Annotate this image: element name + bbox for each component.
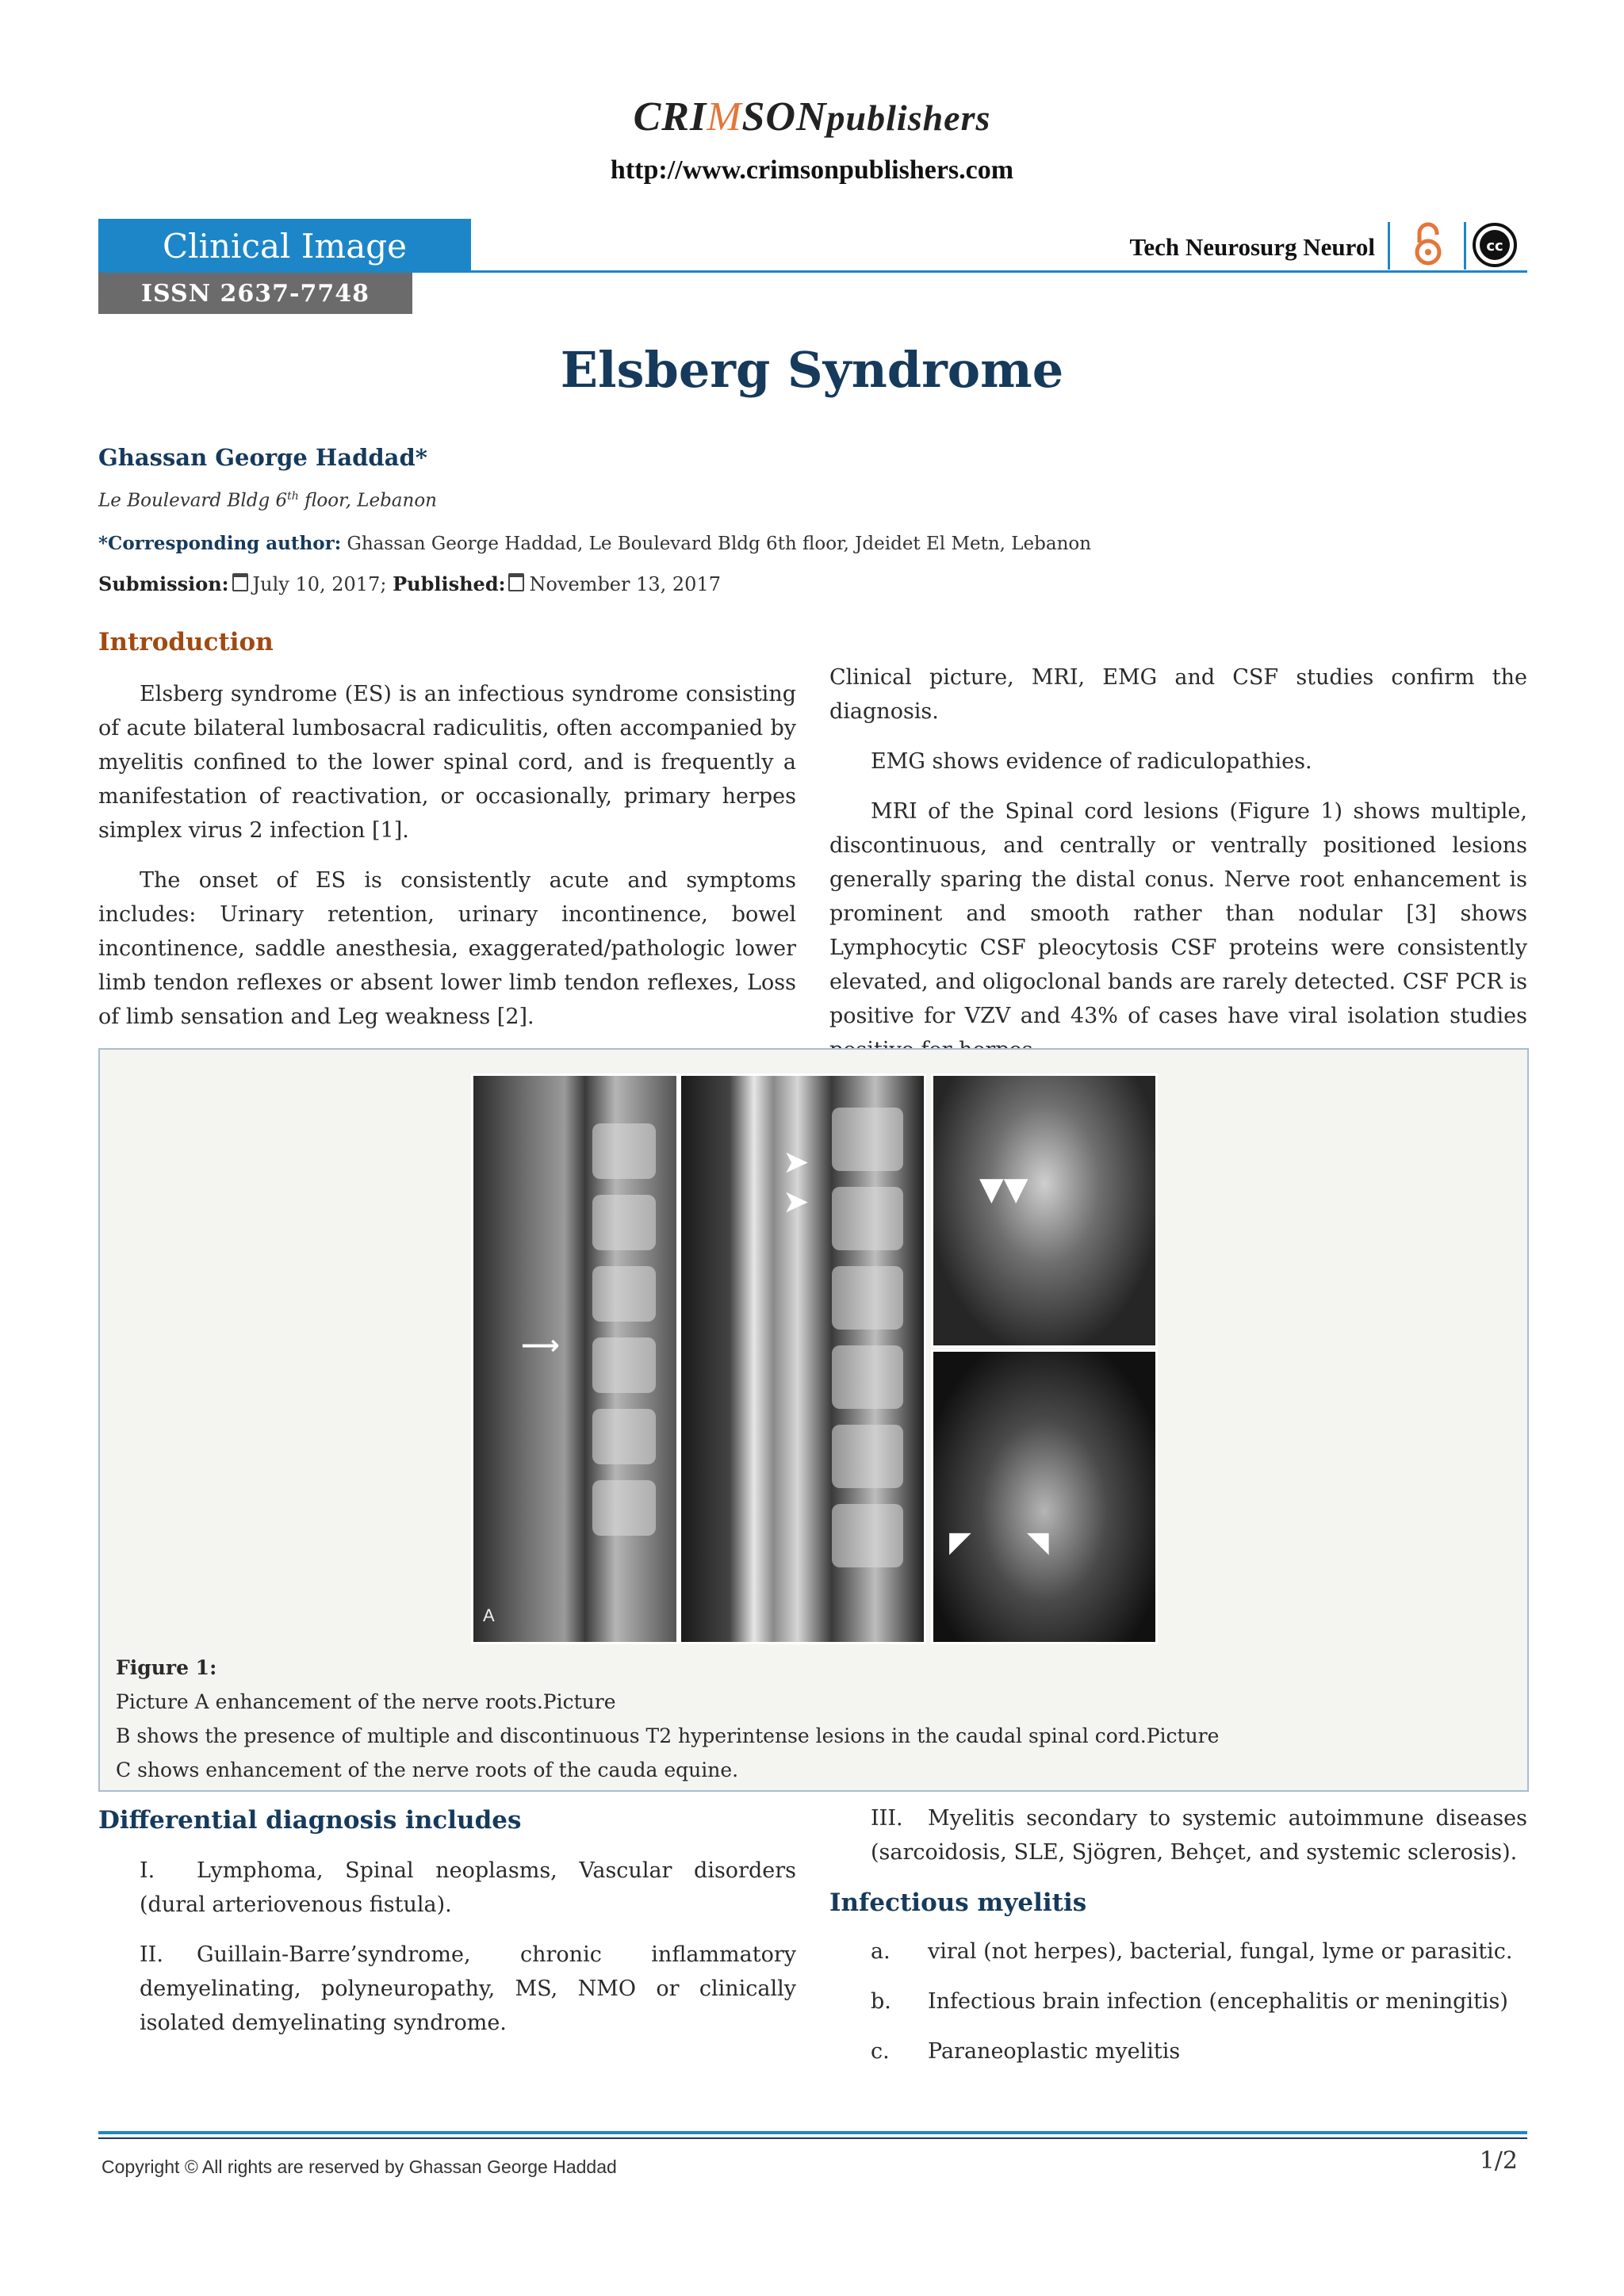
arrow-icon: ⟶ [521, 1330, 560, 1361]
intro-paragraph: The onset of ES is consistently acute and symptoms includes: Urinary retention, urinary incontinence, bowel incontinence, saddle anesthesia, exaggerated/pathologic lower limb tendon reflexes or absent lower limb tendon reflexes, Loss of limb sensation and Leg weakness [2]. [98, 868, 796, 1029]
introduction-heading: Introduction [98, 628, 274, 656]
header-separator [1388, 222, 1390, 270]
intro-paragraph: Clinical picture, MRI, EMG and CSF studies confirm the diagnosis. [829, 665, 1527, 724]
journal-name: Tech Neurosurg Neurol [1129, 233, 1375, 261]
article-dates: Submission: July 10, 2017; Published: November 13, 2017 [98, 572, 721, 595]
header-separator [1464, 222, 1466, 270]
differential-heading: Differential diagnosis includes [98, 1806, 522, 1835]
author-name: Ghassan George Haddad* [98, 444, 427, 471]
author-affiliation: Le Boulevard Bldg 6th floor, Lebanon [98, 490, 437, 511]
differential-list-continued [829, 1801, 1527, 1885]
infectious-list [829, 1934, 1527, 2084]
intro-paragraph: Elsberg syndrome (ES) is an infectious syndrome consisting of acute bilateral lumbosacral radiculitis, often accompanied by myelitis confined to the lower spinal cord, and is frequently a manifestation of reactivation, or occasionally, primary herpes simplex virus 2 infection [1]. [98, 682, 796, 843]
panel-label: A [483, 1605, 495, 1625]
copyright-notice: Copyright © All rights are reserved by Ghassan George Haddad [102, 2156, 617, 2177]
arrow-icon: ▼▼ [979, 1171, 1028, 1207]
svg-text:cc: cc [1486, 238, 1503, 254]
differential-list [98, 1854, 796, 2056]
figure-caption-title: Figure 1: [116, 1656, 217, 1679]
mri-image-b [679, 1073, 926, 1644]
issn-badge: ISSN 2637-7748 [98, 273, 412, 314]
figure-caption-line: C shows enhancement of the nerve roots of the cauda equine. [116, 1758, 739, 1781]
intro-left-column [98, 677, 796, 1050]
intro-paragraph: EMG shows evidence of radiculopathies. [871, 749, 1312, 774]
arrow-icon: ➤ [783, 1144, 810, 1181]
intro-right-column [829, 660, 1527, 1083]
corresponding-author: *Corresponding author: Ghassan George Haddad, Le Boulevard Bldg 6th floor, Jdeidet El Metn, Lebanon [98, 533, 1092, 554]
figure-caption-line: Picture A enhancement of the nerve roots.Picture [116, 1690, 616, 1713]
calendar-icon [232, 573, 248, 591]
mri-image-c-bottom [931, 1349, 1158, 1644]
mri-image-c-top [931, 1073, 1158, 1348]
list-item: II. Guillain-Barre’syndrome, chronic inflammatory demyelinating, polyneuropathy, MS, NMO or clinically isolated demyelinating syndrome. [140, 1942, 796, 2035]
page-number: 1/2 [1479, 2147, 1518, 2175]
calendar-icon [508, 573, 524, 591]
header-divider [471, 270, 1527, 273]
figure-caption-line: B shows the presence of multiple and discontinuous T2 hyperintense lesions in the caudal spinal cord.Picture [116, 1724, 1220, 1747]
list-item: b. Infectious brain infection (encephalitis or meningitis) [871, 1989, 1508, 2014]
article-type-banner: Clinical Image [98, 219, 471, 273]
footer-divider [98, 2137, 1527, 2139]
list-item: I. Lymphoma, Spinal neoplasms, Vascular disorders (dural arteriovenous fistula). [140, 1858, 796, 1917]
list-item: c. Paraneoplastic myelitis [871, 2039, 1181, 2064]
intro-paragraph: MRI of the Spinal cord lesions (Figure 1) shows multiple, discontinuous, and centrally or ventrally positioned lesions generally sparing the distal conus. Nerve root enhancement is prominent and smooth rather than nodular [3] shows Lymphocytic CSF pleocytosis CSF proteins were consistently elevated, and oligoclonal bands are rarely detected. CSF PCR is positive for VZV and 43% of cases have viral isolation studies [829, 799, 1527, 1028]
creative-commons-icon [1472, 222, 1518, 268]
publisher-logo: CRIMSONpublishers [633, 94, 991, 140]
arrow-icon: ◤ [949, 1526, 971, 1559]
figure-1 [98, 1048, 1529, 1792]
mri-image-a [471, 1073, 679, 1644]
list-item: a. viral (not herpes), bacterial, fungal, lyme or parasitic. [871, 1939, 1513, 1964]
arrow-icon: ➤ [783, 1184, 810, 1220]
footer-divider [98, 2131, 1527, 2134]
article-title: Elsberg Syndrome [560, 341, 1064, 399]
figure-caption [116, 1651, 1511, 1787]
open-access-icon [1410, 222, 1446, 266]
list-item: III. Myelitis secondary to systemic autoimmune diseases (sarcoidosis, SLE, Sjögren, Behçet, and systemic sclerosis). [871, 1806, 1527, 1865]
publisher-url[interactable]: http://www.crimsonpublishers.com [610, 155, 1014, 185]
infectious-heading: Infectious myelitis [829, 1888, 1087, 1917]
arrow-icon: ◥ [1027, 1526, 1049, 1559]
